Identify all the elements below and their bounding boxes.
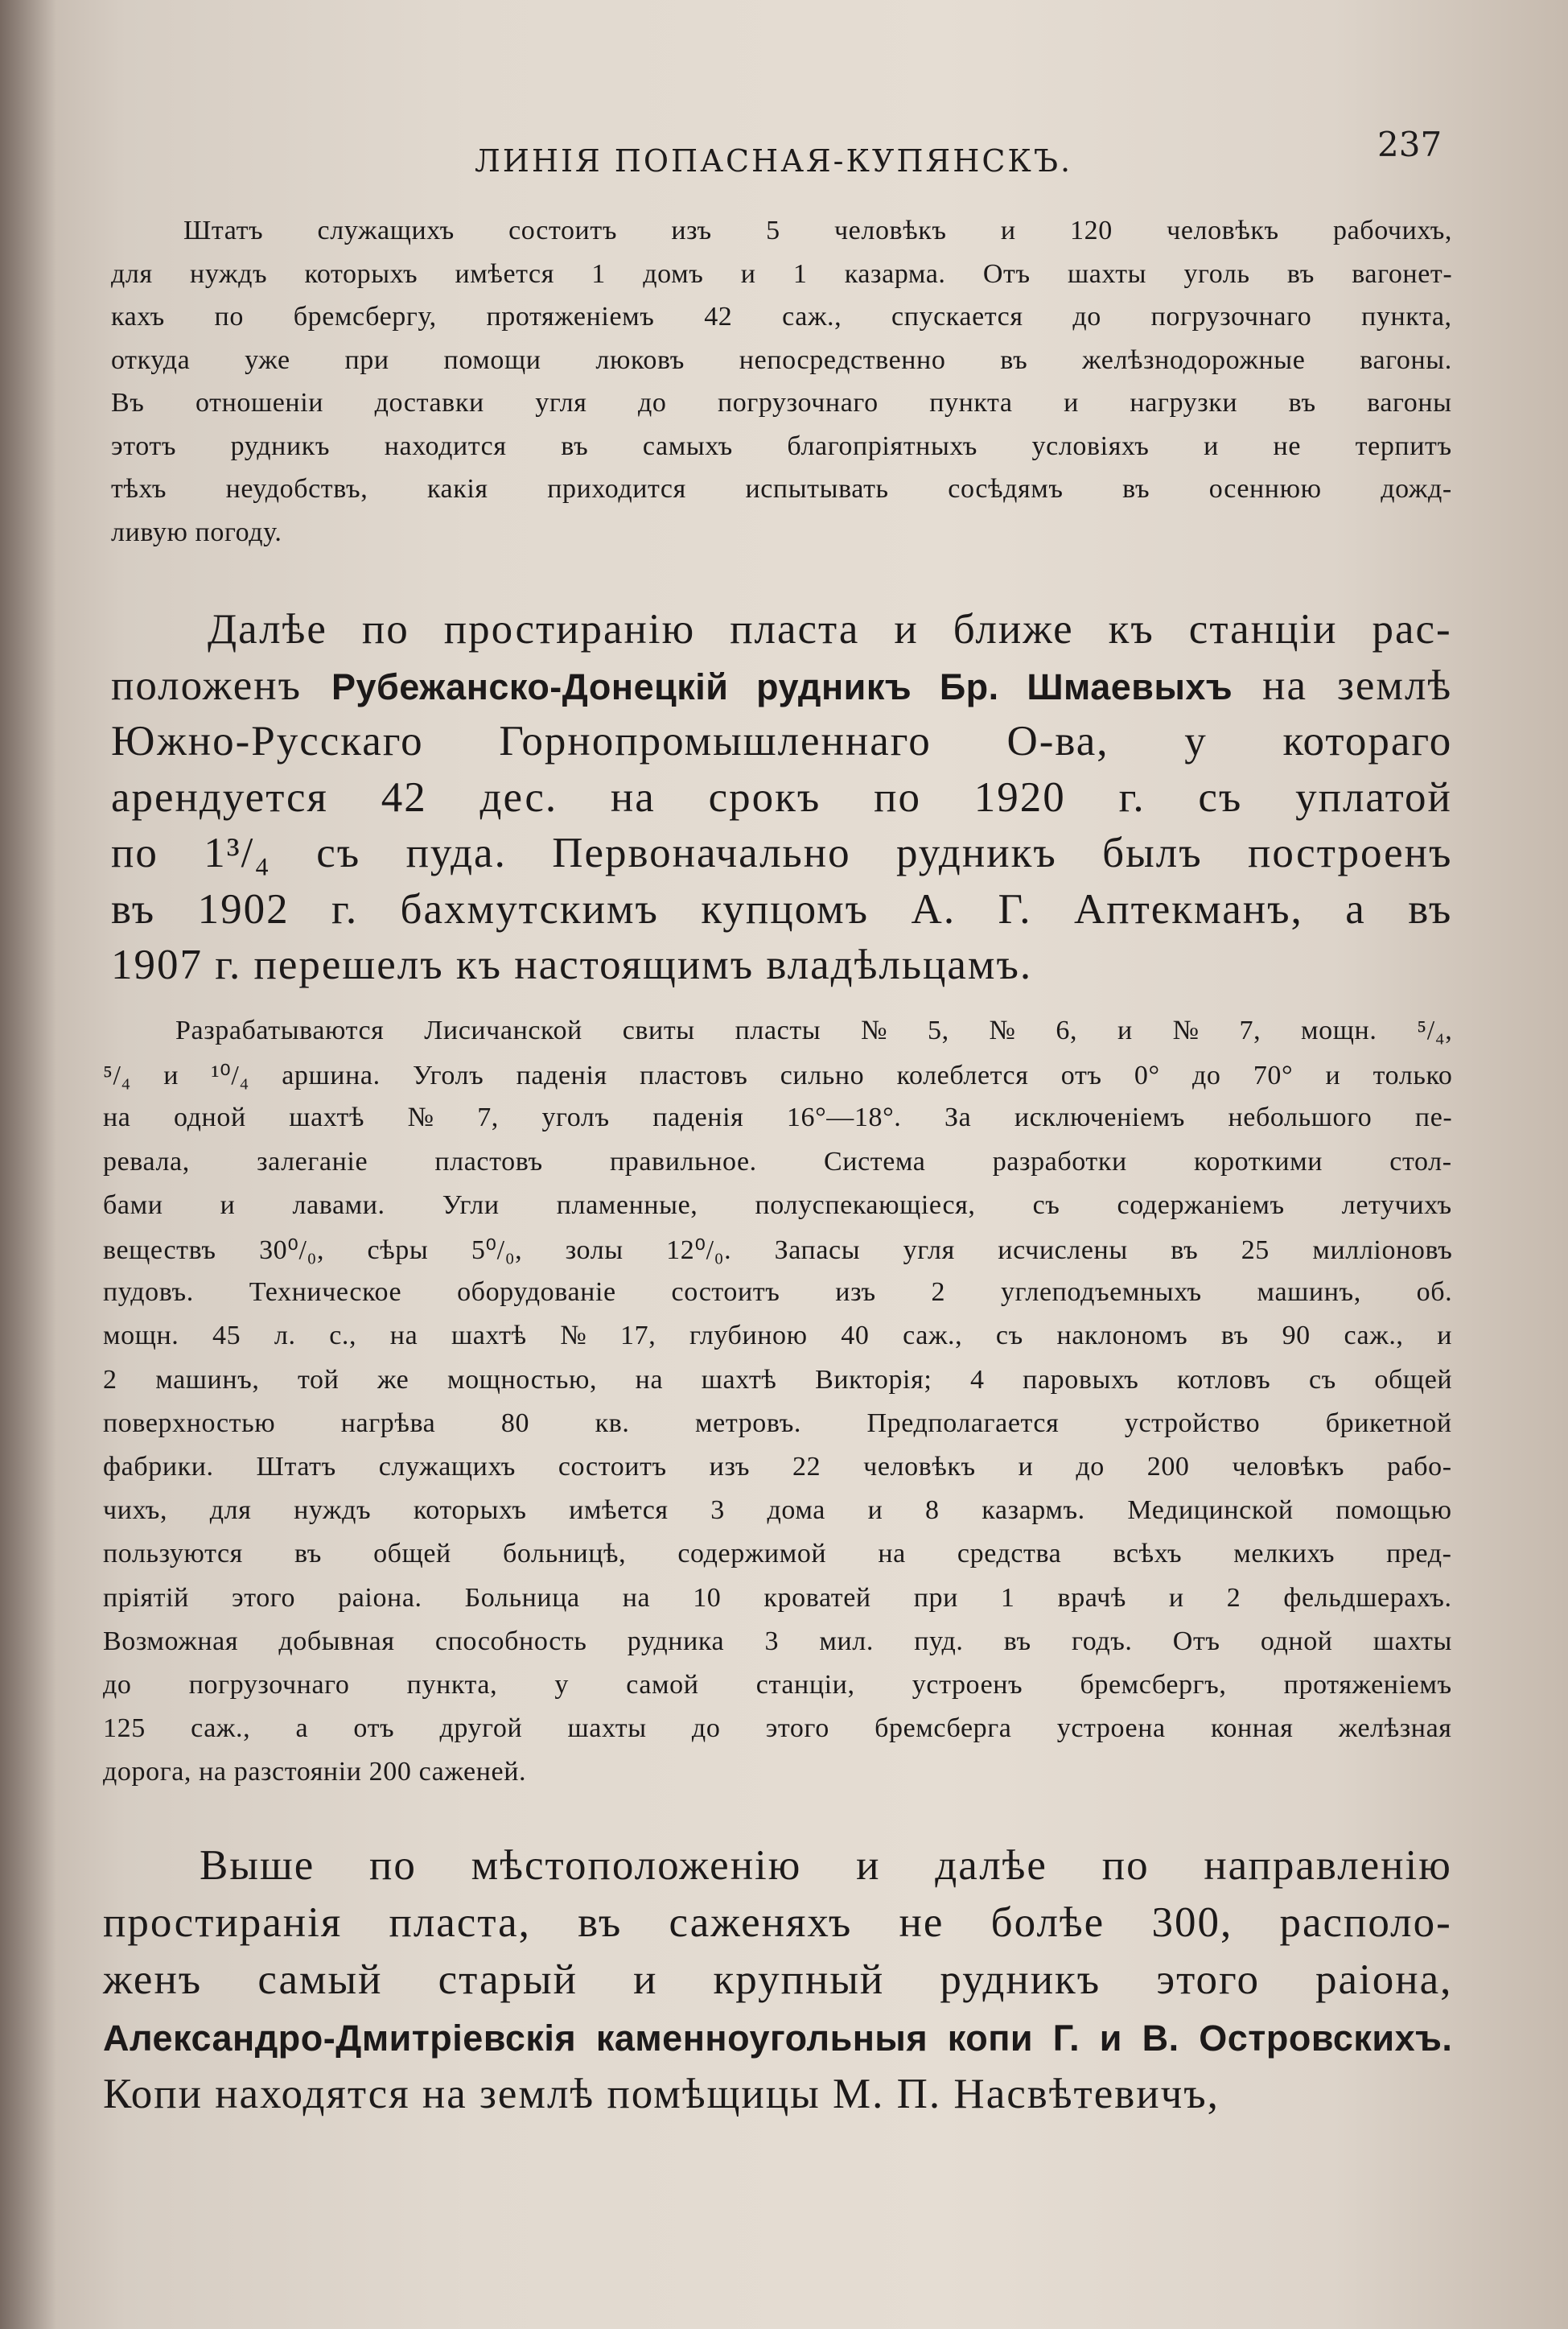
paragraph-4-line: [103, 2070, 1220, 2118]
text-run: арендуется 42 дес. на срокъ по 1920 г. съ уплатой: [111, 773, 1452, 821]
paragraph-1-line: этотъ рудникъ находится въ самыхъ благопріятныхъ условіяхъ и не терпитъ: [111, 431, 1452, 461]
paragraph-3-line: веществъ 30⁰/₀, сѣры 5⁰/₀, золы 12⁰/₀. Запасы угля исчислены въ 25 милліоновъ: [103, 1235, 1453, 1265]
text-run: простиранія пласта, въ саженяхъ не болѣе 300, располо-: [103, 1899, 1452, 1946]
page-number: 237: [1377, 125, 1442, 164]
bold-mine-name: Рубежанско-Донецкій рудникъ Бр. Шмаевыхъ: [331, 666, 1233, 707]
spine-shadow: [0, 0, 56, 2329]
paragraph-2-line: [111, 662, 1452, 710]
paragraph-3-line: фабрики. Штатъ служащихъ состоитъ изъ 22 человѣкъ и до 200 человѣкъ рабо-: [103, 1452, 1452, 1482]
paragraph-1-line: Штатъ служащихъ состоитъ изъ 5 человѣкъ и 120 человѣкъ рабочихъ,: [183, 216, 1453, 245]
paragraph-3-line: ревала, залеганіе пластовъ правильное. Система разработки короткими стол-: [103, 1146, 1452, 1177]
paragraph-1-line: тѣхъ неудобствъ, какія приходится испытывать сосѣдямъ въ осеннюю дожд-: [111, 474, 1452, 504]
paragraph-4-line: [200, 1841, 1452, 1890]
paragraph-2-line: [111, 717, 1452, 765]
paragraph-3-line: пользуются въ общей больницѣ, содержимой на средства всѣхъ мелкихъ пред-: [103, 1539, 1452, 1569]
paragraph-1-line: кахъ по бремсбергу, протяженіемъ 42 саж., спускается до погрузочнаго пункта,: [111, 302, 1452, 332]
text-run: въ 1902 г. бахмутскимъ купцомъ А. Г. Аптекманъ, а въ: [111, 885, 1453, 933]
paragraph-4-line: [103, 1956, 1452, 2004]
text-run: на землѣ: [1233, 662, 1453, 709]
text-run: Южно-Русскаго Горнопромышленнаго О-ва, у котораго: [111, 718, 1453, 765]
text-run: Далѣе по простиранію пласта и ближе къ станціи рас-: [208, 606, 1452, 653]
paragraph-2-line: [111, 829, 1452, 877]
paragraph-3-line: поверхностью нагрѣва 80 кв. метровъ. Предполагается устройство брикетной: [103, 1408, 1452, 1438]
paragraph-3-line: 125 саж., а отъ другой шахты до этого бремсберга устроена конная желѣзная: [103, 1713, 1452, 1744]
paragraph-3-line: 2 машинъ, той же мощностью, на шахтѣ Викторія; 4 паровыхъ котловъ съ общей: [103, 1364, 1453, 1395]
paragraph-3-line: Разрабатываются Лисичанской свиты пласты № 5, № 6, и № 7, мощн. ⁵/₄,: [175, 1016, 1453, 1045]
text-run: по 1³/₄ съ пуда. Первоначально рудникъ былъ построенъ: [111, 830, 1453, 876]
paragraph-3-line: пудовъ. Техническое оборудованіе состоитъ изъ 2 углеподъемныхъ машинъ, об.: [103, 1277, 1453, 1308]
paragraph-3-line: бами и лавами. Угли пламенные, полуспекающіеся, съ содержаніемъ летучихъ: [103, 1189, 1452, 1220]
paragraph-1-line: Въ отношеніи доставки угля до погрузочнаго пункта и нагрузки въ вагоны: [111, 388, 1452, 418]
paragraph-3-line: чихъ, для нуждъ которыхъ имѣется 3 дома и 8 казармъ. Медицинской помощью: [103, 1495, 1452, 1526]
paragraph-2-line: [111, 885, 1452, 934]
paragraph-2-line: [208, 605, 1452, 653]
paragraph-2-line: [111, 773, 1452, 822]
paragraph-3-line: дорога, на разстояніи 200 саженей.: [103, 1757, 527, 1787]
paragraph-1-line: ливую погоду.: [111, 517, 282, 547]
paragraph-3-line: Возможная добывная способность рудника 3 мил. пуд. въ годъ. Отъ одной шахты: [103, 1626, 1452, 1656]
text-run: Копи находятся на землѣ помѣщицы М. П. Насвѣтевичъ,: [103, 2071, 1220, 2117]
paragraph-3-line: до погрузочнаго пункта, у самой станціи, устроенъ бремсбергъ, протяженіемъ: [103, 1670, 1452, 1700]
running-title: ЛИНІЯ ПОПАСНАЯ-КУПЯНСКЪ.: [475, 143, 1073, 179]
paragraph-1-line: для нуждъ которыхъ имѣется 1 домъ и 1 казарма. Отъ шахты уголь въ вагонет-: [111, 258, 1453, 289]
paragraph-4-line: [103, 2013, 1452, 2061]
text-run: положенъ: [111, 662, 331, 709]
text-run: женъ самый старый и крупный рудникъ этого раіона,: [103, 1956, 1453, 2003]
paragraph-3-line: мощн. 45 л. с., на шахтѣ № 17, глубиною 40 саж., съ наклономъ въ 90 саж., и: [103, 1321, 1452, 1351]
paragraph-1-line: откуда уже при помощи люковъ непосредственно въ желѣзнодорожные вагоны.: [111, 344, 1452, 375]
paragraph-4-line: [103, 1898, 1452, 1947]
text-run: 1907 г. перешелъ къ настоящимъ владѣльцамъ.: [111, 942, 1033, 988]
paragraph-3-line: ⁵/₄ и ¹⁰/₄ аршина. Уголъ паденія пластовъ сильно колеблется отъ 0° до 70° и только: [103, 1061, 1453, 1091]
text-run: Выше по мѣстоположенію и далѣе по направленію: [200, 1842, 1452, 1889]
bold-mine-name: Александро-Дмитріевскія каменноугольныя копи Г. и В. Островскихъ.: [103, 2018, 1453, 2059]
paragraph-3-line: на одной шахтѣ № 7, уголъ паденія 16°—18°. За исключеніемъ небольшого пе-: [103, 1103, 1453, 1133]
paragraph-2-line: [111, 941, 1032, 989]
paragraph-3-line: пріятій этого раіона. Больница на 10 кроватей при 1 врачѣ и 2 фельдшерахъ.: [103, 1582, 1452, 1613]
